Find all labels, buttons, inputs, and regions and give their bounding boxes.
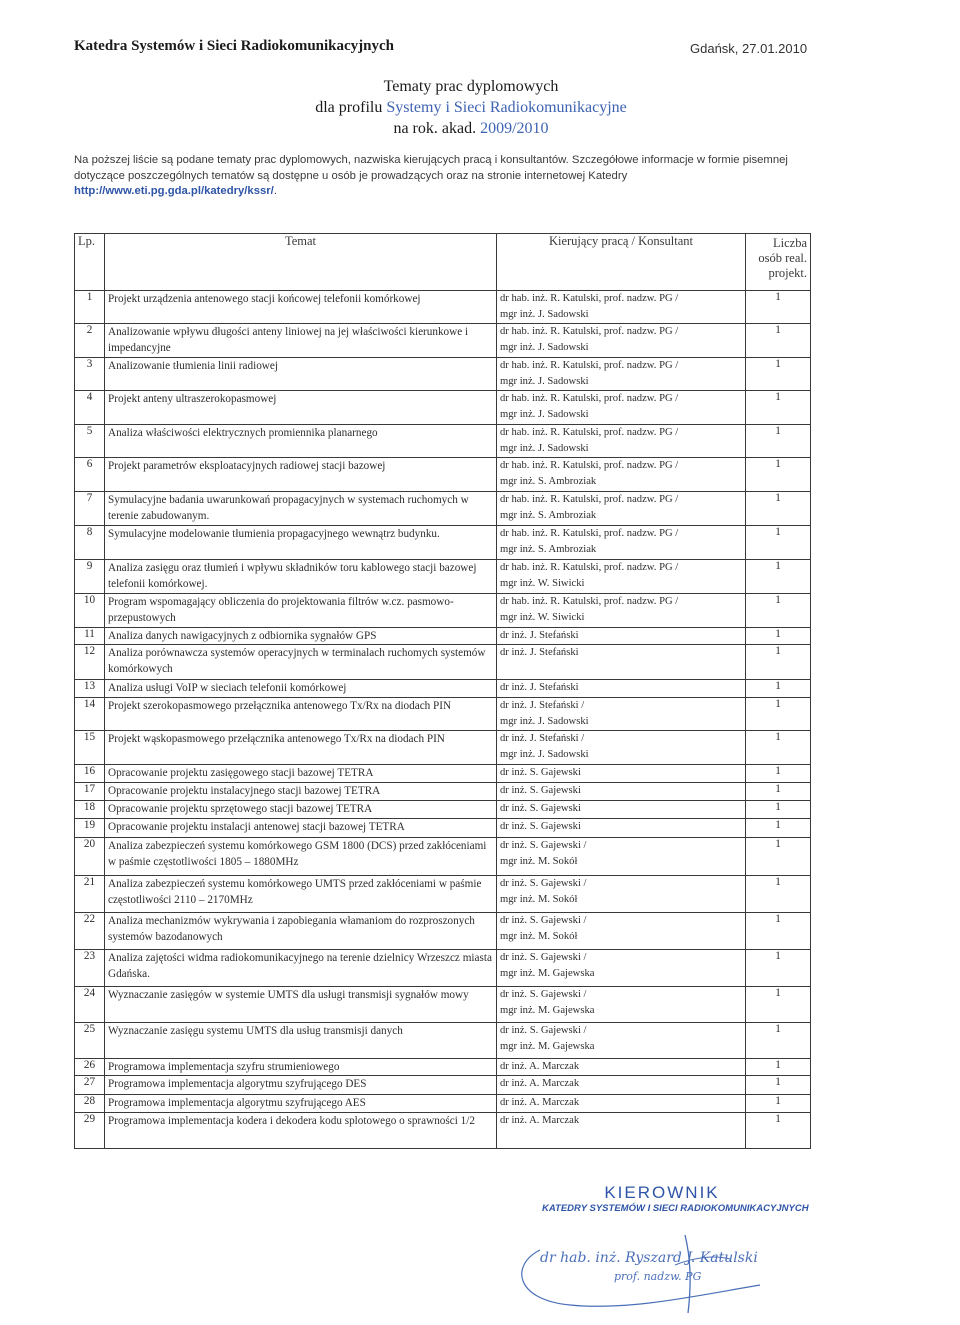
consultant-line: mgr inż. J. Sadowski — [500, 443, 589, 454]
row-number: 1 — [75, 291, 105, 324]
consultant-line: mgr inż. W. Siwicki — [500, 612, 585, 623]
supervisor-line: dr inż. A. Marczak — [500, 1061, 580, 1072]
row-topic: Analiza usługi VoIP w sieciach telefonii komórkowej — [105, 680, 497, 698]
row-number: 27 — [75, 1076, 105, 1095]
row-number: 16 — [75, 765, 105, 783]
department-name: Katedra Systemów i Sieci Radiokomunikacyjnych — [74, 38, 395, 54]
row-supervisor — [497, 291, 746, 324]
title-line-1: Tematy prac dyplomowych — [383, 78, 559, 95]
row-student-count: 1 — [746, 913, 811, 950]
table-row — [75, 324, 811, 358]
supervisor-line: dr inż. S. Gajewski / — [500, 878, 587, 889]
consultant-line: mgr inż. J. Sadowski — [500, 342, 589, 353]
row-number: 9 — [75, 560, 105, 594]
place-date: Gdańsk, 27.01.2010 — [690, 41, 808, 56]
title-line-3-prefix: na rok. akad. — [393, 120, 481, 137]
header-count: Liczba osób real. projekt. — [746, 234, 811, 291]
supervisor-line: dr inż. A. Marczak — [500, 1097, 580, 1108]
row-number: 24 — [75, 987, 105, 1023]
supervisor-line: dr inż. J. Stefański — [500, 630, 579, 641]
row-topic: Analiza zabezpieczeń systemu komórkowego UMTS przed zakłóceniami w paśmie częstotliwości 2110 – 2170MHz — [105, 876, 497, 913]
row-student-count: 1 — [746, 1113, 811, 1149]
row-topic: Analiza porównawcza systemów operacyjnych w terminalach ruchomych systemów komórkowych — [105, 645, 497, 680]
row-number: 18 — [75, 801, 105, 819]
row-supervisor — [497, 1076, 746, 1095]
supervisor-line: dr hab. inż. R. Katulski, prof. nadzw. PG / — [500, 562, 679, 573]
table-row — [75, 358, 811, 391]
row-number: 10 — [75, 594, 105, 628]
supervisor-line: dr inż. S. Gajewski / — [500, 1025, 587, 1036]
row-topic: Projekt urządzenia antenowego stacji końcowej telefonii komórkowej — [105, 291, 497, 324]
row-number: 22 — [75, 913, 105, 950]
row-topic: Wyznaczanie zasięgu systemu UMTS dla usług transmisji danych — [105, 1023, 497, 1059]
row-student-count: 1 — [746, 560, 811, 594]
table-row — [75, 526, 811, 560]
table-row — [75, 680, 811, 698]
row-supervisor — [497, 680, 746, 698]
row-student-count: 1 — [746, 594, 811, 628]
table-row — [75, 838, 811, 876]
row-student-count: 1 — [746, 987, 811, 1023]
row-topic: Analiza danych nawigacyjnych z odbiornika sygnałów GPS — [105, 628, 497, 645]
row-number: 19 — [75, 819, 105, 838]
row-student-count: 1 — [746, 838, 811, 876]
consultant-line: mgr inż. M. Gajewska — [500, 1005, 595, 1016]
row-number: 11 — [75, 628, 105, 645]
row-topic: Analiza zasięgu oraz tłumień i wpływu składników toru kablowego stacji bazowej telefonii komórkowej. — [105, 560, 497, 594]
row-supervisor — [497, 698, 746, 731]
supervisor-line: dr inż. S. Gajewski / — [500, 989, 587, 1000]
table-row — [75, 801, 811, 819]
row-topic: Opracowanie projektu zasięgowego stacji bazowej TETRA — [105, 765, 497, 783]
row-topic: Opracowanie projektu sprzętowego stacji bazowej TETRA — [105, 801, 497, 819]
row-supervisor — [497, 1023, 746, 1059]
supervisor-line: dr hab. inż. R. Katulski, prof. nadzw. PG / — [500, 460, 679, 471]
row-number: 21 — [75, 876, 105, 913]
row-number: 23 — [75, 950, 105, 987]
row-supervisor — [497, 1113, 746, 1149]
row-supervisor — [497, 987, 746, 1023]
row-student-count: 1 — [746, 291, 811, 324]
supervisor-line: dr inż. J. Stefański — [500, 647, 579, 658]
supervisor-line: dr inż. S. Gajewski — [500, 803, 581, 814]
supervisor-line: dr hab. inż. R. Katulski, prof. nadzw. PG / — [500, 293, 679, 304]
consultant-line: mgr inż. J. Sadowski — [500, 376, 589, 387]
row-supervisor — [497, 819, 746, 838]
row-topic: Analizowanie tłumienia linii radiowej — [105, 358, 497, 391]
intro-end: . — [273, 185, 277, 197]
row-number: 17 — [75, 783, 105, 801]
supervisor-line: dr inż. S. Gajewski / — [500, 840, 587, 851]
title-line-2-prefix: dla profilu — [315, 99, 387, 116]
table-row — [75, 1023, 811, 1059]
row-number: 15 — [75, 731, 105, 765]
row-supervisor — [497, 801, 746, 819]
department-head-stamp — [542, 1183, 809, 1215]
row-supervisor — [497, 645, 746, 680]
row-student-count: 1 — [746, 698, 811, 731]
table-row — [75, 698, 811, 731]
row-supervisor — [497, 1095, 746, 1113]
row-topic: Opracowanie projektu instalacyjnego stacji bazowej TETRA — [105, 783, 497, 801]
supervisor-line: dr hab. inż. R. Katulski, prof. nadzw. PG / — [500, 393, 679, 404]
row-student-count: 1 — [746, 950, 811, 987]
signature-title: prof. nadzw. PG — [614, 1270, 702, 1283]
row-supervisor — [497, 950, 746, 987]
row-student-count: 1 — [746, 876, 811, 913]
row-supervisor — [497, 628, 746, 645]
row-supervisor — [497, 783, 746, 801]
supervisor-line: dr hab. inż. R. Katulski, prof. nadzw. PG / — [500, 596, 679, 607]
row-topic: Projekt anteny ultraszerokopasmowej — [105, 391, 497, 425]
consultant-line: mgr inż. J. Sadowski — [500, 309, 589, 320]
row-supervisor — [497, 876, 746, 913]
consultant-line: mgr inż. S. Ambroziak — [500, 476, 597, 487]
row-student-count: 1 — [746, 492, 811, 526]
stamp-title: KIEROWNIK — [604, 1183, 720, 1202]
row-supervisor — [497, 1059, 746, 1076]
table-row — [75, 594, 811, 628]
row-number: 13 — [75, 680, 105, 698]
row-number: 26 — [75, 1059, 105, 1076]
row-number: 7 — [75, 492, 105, 526]
row-topic: Programowa implementacja algorytmu szyfrującego AES — [105, 1095, 497, 1113]
table-row — [75, 391, 811, 425]
table-row — [75, 425, 811, 458]
row-topic: Symulacyjne modelowanie tłumienia propagacyjnego wewnątrz budynku. — [105, 526, 497, 560]
row-topic: Analiza mechanizmów wykrywania i zapobiegania włamaniom do rozproszonych systemów bazodanowych — [105, 913, 497, 950]
supervisor-line: dr hab. inż. R. Katulski, prof. nadzw. PG / — [500, 494, 679, 505]
row-topic: Programowa implementacja kodera i dekodera kodu splotowego o sprawności 1/2 — [105, 1113, 497, 1149]
stamp-subtitle: KATEDRY SYSTEMÓW I SIECI RADIOKOMUNIKACYJNYCH — [542, 1203, 809, 1214]
row-topic: Program wspomagający obliczenia do projektowania filtrów w.cz. pasmowo-przepustowych — [105, 594, 497, 628]
row-number: 6 — [75, 458, 105, 492]
row-supervisor — [497, 458, 746, 492]
consultant-line: mgr inż. M. Sokół — [500, 894, 578, 905]
row-student-count: 1 — [746, 1023, 811, 1059]
row-student-count: 1 — [746, 765, 811, 783]
row-supervisor — [497, 594, 746, 628]
table-row — [75, 492, 811, 526]
row-number: 25 — [75, 1023, 105, 1059]
profile-name: Systemy i Sieci Radiokomunikacyjne — [386, 99, 627, 116]
row-student-count: 1 — [746, 731, 811, 765]
row-topic: Analiza zajętości widma radiokomunikacyjnego na terenie dzielnicy Wrzeszcz miasta Gdańska. — [105, 950, 497, 987]
supervisor-line: dr hab. inż. R. Katulski, prof. nadzw. PG / — [500, 528, 679, 539]
consultant-line: mgr inż. M. Gajewska — [500, 1041, 595, 1052]
row-student-count: 1 — [746, 391, 811, 425]
supervisor-line: dr inż. S. Gajewski — [500, 785, 581, 796]
row-topic: Symulacyjne badania uwarunkowań propagacyjnych w systemach ruchomych w terenie zabudowanym. — [105, 492, 497, 526]
row-number: 12 — [75, 645, 105, 680]
consultant-line: mgr inż. J. Sadowski — [500, 716, 589, 727]
row-number: 14 — [75, 698, 105, 731]
row-supervisor — [497, 324, 746, 358]
row-topic: Opracowanie projektu instalacji antenowej stacji bazowej TETRA — [105, 819, 497, 838]
row-student-count: 1 — [746, 819, 811, 838]
table-row — [75, 876, 811, 913]
intro-paragraph — [74, 153, 794, 200]
row-number: 28 — [75, 1095, 105, 1113]
table-row — [75, 1076, 811, 1095]
table-row — [75, 950, 811, 987]
table-row — [75, 645, 811, 680]
supervisor-line: dr inż. J. Stefański / — [500, 733, 585, 744]
supervisor-line: dr inż. J. Stefański — [500, 682, 579, 693]
row-topic: Wyznaczanie zasięgów w systemie UMTS dla usługi transmisji sygnałów mowy — [105, 987, 497, 1023]
supervisor-line: dr inż. S. Gajewski / — [500, 952, 587, 963]
document-title — [74, 76, 868, 139]
consultant-line: mgr inż. J. Sadowski — [500, 409, 589, 420]
table-row — [75, 628, 811, 645]
title-line-3 — [74, 118, 868, 139]
table-row — [75, 1113, 811, 1149]
topics-table — [74, 233, 811, 1149]
consultant-line: mgr inż. M. Sokół — [500, 856, 578, 867]
row-student-count: 1 — [746, 324, 811, 358]
table-row — [75, 987, 811, 1023]
consultant-line: mgr inż. S. Ambroziak — [500, 510, 597, 521]
row-number: 4 — [75, 391, 105, 425]
table-row — [75, 291, 811, 324]
supervisor-line: dr inż. A. Marczak — [500, 1115, 580, 1126]
row-topic: Projekt wąskopasmowego przełącznika antenowego Tx/Rx na diodach PIN — [105, 731, 497, 765]
table-row — [75, 783, 811, 801]
supervisor-line: dr inż. J. Stefański / — [500, 700, 585, 711]
row-student-count: 1 — [746, 783, 811, 801]
title-line-2 — [74, 97, 868, 118]
row-topic: Analizowanie wpływu długości anteny liniowej na jej właściwości kierunkowe i impedancyjne — [105, 324, 497, 358]
row-number: 20 — [75, 838, 105, 876]
row-student-count: 1 — [746, 680, 811, 698]
table-row — [75, 765, 811, 783]
row-supervisor — [497, 913, 746, 950]
row-number: 3 — [75, 358, 105, 391]
supervisor-line: dr hab. inż. R. Katulski, prof. nadzw. PG / — [500, 427, 679, 438]
row-number: 2 — [75, 324, 105, 358]
row-topic: Analiza właściwości elektrycznych promiennika planarnego — [105, 425, 497, 458]
row-number: 8 — [75, 526, 105, 560]
row-topic: Programowa implementacja algorytmu szyfrującego DES — [105, 1076, 497, 1095]
academic-year: 2009/2010 — [480, 120, 549, 137]
consultant-line: mgr inż. M. Gajewska — [500, 968, 595, 979]
row-supervisor — [497, 425, 746, 458]
intro-text: Na poższej liście są podane tematy prac dyplomowych, nazwiska kierujących pracą i konsultantów. Szczegółowe informacje w formie pisemnej dotyczące poszczególnych tematów są dostępne u osób je prowadzących oraz na stronie internetowej Katedry — [74, 154, 788, 182]
row-supervisor — [497, 358, 746, 391]
supervisor-line: dr inż. S. Gajewski — [500, 821, 581, 832]
table-header-row — [75, 234, 811, 291]
row-supervisor — [497, 838, 746, 876]
row-student-count: 1 — [746, 1095, 811, 1113]
consultant-line: mgr inż. W. Siwicki — [500, 578, 585, 589]
row-topic: Programowa implementacja szyfru strumieniowego — [105, 1059, 497, 1076]
consultant-line: mgr inż. S. Ambroziak — [500, 544, 597, 555]
row-student-count: 1 — [746, 1076, 811, 1095]
header-topic: Temat — [105, 234, 497, 291]
row-supervisor — [497, 492, 746, 526]
table-row — [75, 1095, 811, 1113]
row-topic: Projekt parametrów eksploatacyjnych radiowej stacji bazowej — [105, 458, 497, 492]
row-student-count: 1 — [746, 425, 811, 458]
supervisor-line: dr hab. inż. R. Katulski, prof. nadzw. PG / — [500, 326, 679, 337]
row-topic: Projekt szerokopasmowego przełącznika antenowego Tx/Rx na diodach PIN — [105, 698, 497, 731]
row-student-count: 1 — [746, 801, 811, 819]
row-student-count: 1 — [746, 458, 811, 492]
header-lp: Lp. — [75, 234, 105, 291]
row-supervisor — [497, 765, 746, 783]
consultant-line: mgr inż. M. Sokół — [500, 931, 578, 942]
supervisor-line: dr inż. S. Gajewski — [500, 767, 581, 778]
signature-name: dr hab. inż. Ryszard J. Katulski — [540, 1250, 758, 1266]
row-student-count: 1 — [746, 1059, 811, 1076]
supervisor-line: dr inż. A. Marczak — [500, 1078, 580, 1089]
table-row — [75, 913, 811, 950]
row-student-count: 1 — [746, 645, 811, 680]
row-supervisor — [497, 526, 746, 560]
table-row — [75, 458, 811, 492]
row-number: 29 — [75, 1113, 105, 1149]
row-number: 5 — [75, 425, 105, 458]
supervisor-line: dr inż. S. Gajewski / — [500, 915, 587, 926]
consultant-line: mgr inż. J. Sadowski — [500, 749, 589, 760]
row-student-count: 1 — [746, 526, 811, 560]
department-url-link[interactable]: http://www.eti.pg.gda.pl/katedry/kssr/ — [74, 185, 274, 197]
row-student-count: 1 — [746, 358, 811, 391]
supervisor-line: dr hab. inż. R. Katulski, prof. nadzw. PG / — [500, 360, 679, 371]
header-supervisor: Kierujący pracą / Konsultant — [497, 234, 746, 291]
row-supervisor — [497, 560, 746, 594]
table-row — [75, 560, 811, 594]
table-row — [75, 819, 811, 838]
table-row — [75, 1059, 811, 1076]
row-supervisor — [497, 731, 746, 765]
row-supervisor — [497, 391, 746, 425]
row-student-count: 1 — [746, 628, 811, 645]
row-topic: Analiza zabezpieczeń systemu komórkowego GSM 1800 (DCS) przed zakłóceniami w paśmie częstotliwości 1805 – 1880MHz — [105, 838, 497, 876]
table-row — [75, 731, 811, 765]
table-body — [75, 291, 811, 1149]
